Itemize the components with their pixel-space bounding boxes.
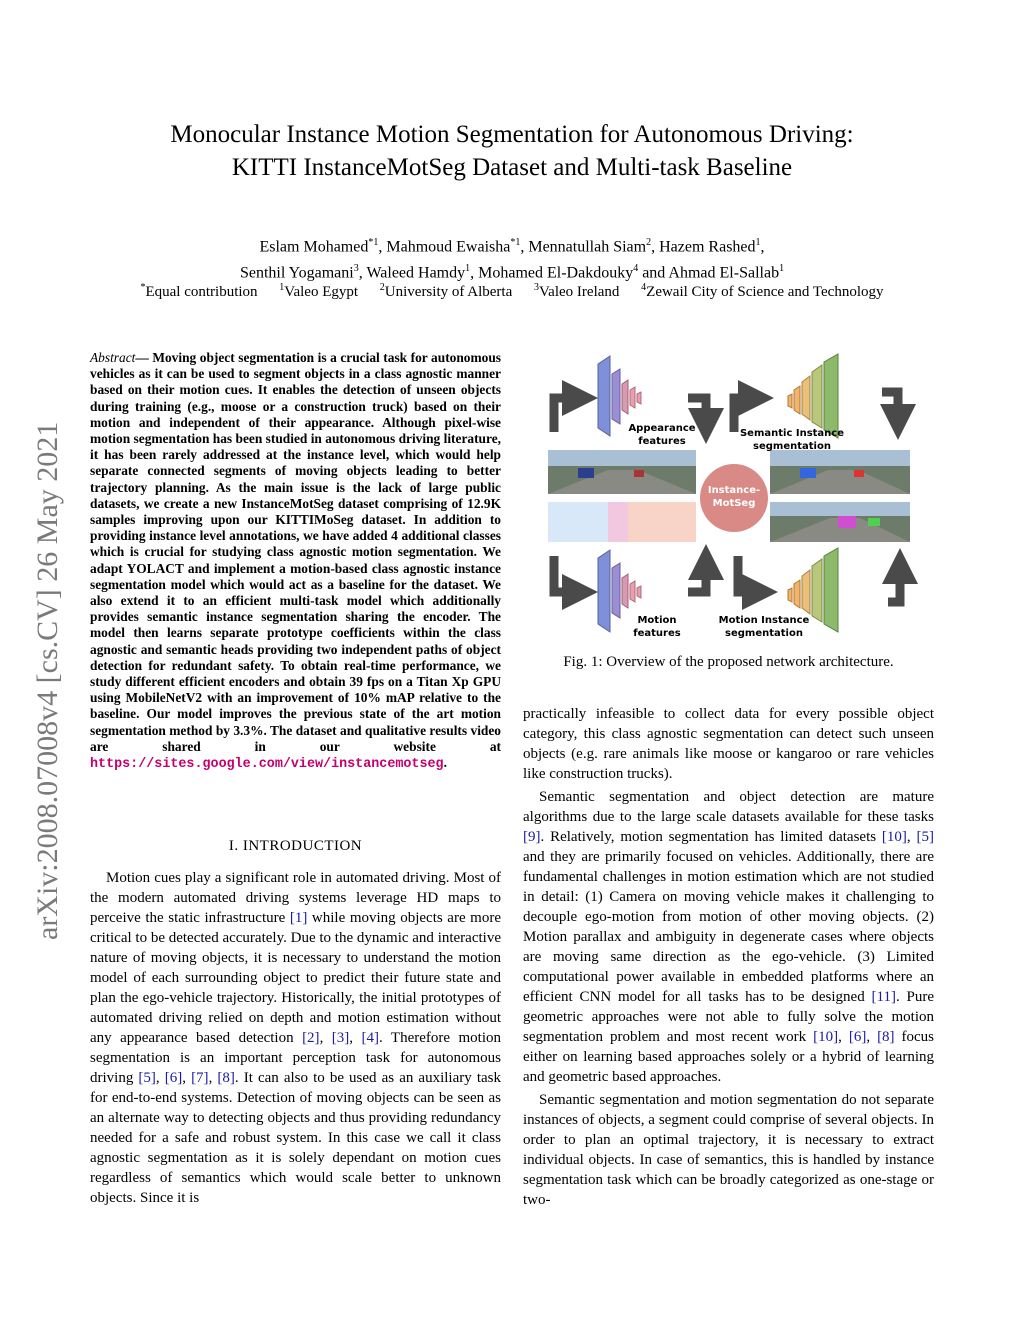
figure-caption: Fig. 1: Overview of the proposed network architecture. — [563, 654, 894, 670]
label-motion-instance: Motion Instance segmentation — [718, 615, 810, 639]
author-name: , Mohamed El-Dakdouky — [470, 264, 634, 282]
author-name: and Ahmad El-Sallab — [638, 264, 780, 282]
author-sep: , — [760, 238, 765, 256]
affiliation: $^3$Valeo Ireland — [534, 282, 620, 300]
author-name: Senthil Yogamani — [239, 264, 354, 282]
author-sup: 2 — [646, 237, 652, 248]
paragraph: Semantic segmentation and object detection are mature algorithms due to the large scale datasets available for these tasks [9]. Relatively, motion segmentation has limited datasets [10], [5] and they are primarily focused on vehicles. Additionally, there are fundamental challenges in motion estimation which are not studied in detail: (1) Camera on moving vehicle makes it challenging to decouple ego-motion from motion of other moving objects. (2) Motion parallax and ambiguity in degenerate cases where objects are moving same direction as the ego-vehicle. (3) Limited computational power available in embedded platforms where an efficient CNN model for all tasks has to be designed [11]. Pure geometric approaches were not able to fully solve the motion segmentation problem and most recent work [10], [6], [8] focus either on learning based approaches solely or a hybrid of learning and geometric based approaches. — [523, 789, 935, 1085]
intro-paragraph: Motion cues play a significant role in automated driving. Most of the modern automated driving systems leverage HD maps to perceive the static infrastructure [1] while moving objects are more critical to be detected accurately. Due to the dynamic and interactive nature of moving objects, it is necessary to understand the motion model of each surrounding object to predict their future state and plan the ego-vehicle trajectory. Historically, the initial prototypes of automated driving relied on depth and motion estimation without any appearance based detection [2], [3], [4]. Therefore motion segmentation is an important perception task for autonomous driving [5], [6], [7], [8]. It can also to be used as an auxiliary task for end-to-end systems. Detection of moving objects can be seen as an alternate way to detecting objects and thus providing redundancy needed for a safe and robust system. In this case we call it class agnostic segmentation as it is solely dependant on motion cues regardless of semantics which would scale better to unknown objects. Since it is — [90, 870, 502, 1206]
citation-link[interactable]: [8] — [877, 1029, 895, 1045]
citation-link[interactable]: [5] — [916, 829, 934, 845]
label-appearance-features: Appearance features — [628, 423, 696, 447]
author-sup: 1 — [465, 263, 471, 275]
citation-link[interactable]: [2] — [302, 1030, 320, 1046]
architecture-figure — [538, 352, 918, 648]
affiliation: $^2$University of Alberta — [379, 282, 513, 300]
citation-link[interactable]: [6] — [848, 1029, 867, 1045]
semantic-decoder-icon — [788, 354, 838, 438]
abstract — [90, 350, 501, 773]
paper-title — [90, 118, 934, 184]
citation-link[interactable]: [5] — [138, 1070, 156, 1086]
author-sup: 1 — [755, 237, 761, 248]
paragraph: practically infeasible to collect data for every possible object category, this class agnostic segmentation can detect such unseen objects (e.g. rare animals like moose or kangaroo or rare vehicles like construction trucks). — [523, 706, 934, 782]
author-sup: 4 — [633, 263, 639, 275]
affiliation: $^1$Valeo Egypt — [279, 282, 359, 300]
citation-link[interactable]: [1] — [289, 910, 308, 926]
author-name: Eslam Mohamed — [259, 238, 369, 256]
section-heading: I. INTRODUCTION — [228, 838, 363, 854]
citation-link[interactable]: [6] — [164, 1070, 183, 1086]
citation-link[interactable]: [9] — [523, 829, 541, 845]
website-link[interactable]: https://sites.google.com/view/instancemotseg — [90, 757, 444, 773]
citation-link[interactable]: [4] — [361, 1030, 379, 1046]
author-name: , Hazem Rashed — [651, 238, 756, 256]
citation-link[interactable]: [10] — [813, 1029, 839, 1045]
author-name: , Mahmoud Ewaisha — [378, 238, 511, 256]
abstract-label: Abstract — [90, 350, 136, 365]
citation-link[interactable]: [8] — [217, 1070, 235, 1086]
author-sup: *1 — [510, 237, 521, 248]
affiliation: $^4$Zewail City of Science and Technology — [641, 282, 884, 300]
citation-link[interactable]: [7] — [191, 1070, 209, 1086]
title-line-1: Monocular Instance Motion Segmentation for Autonomous Driving: — [170, 121, 854, 148]
title-line-2: KITTI InstanceMotSeg Dataset and Multi-task Baseline — [231, 154, 793, 181]
paragraph: Semantic segmentation and motion segmentation do not separate instances of objects, a segment could comprise of several objects. In order to plan an optimal trajectory, it is necessary to extract individual objects. In case of semantics, this is handled by instance segmentation task which can be broadly categorized as one-stage or two- — [523, 1092, 934, 1208]
citation-link[interactable]: [11] — [871, 989, 896, 1005]
citation-link[interactable]: [3] — [331, 1030, 350, 1046]
abstract-text: — Moving object segmentation is a crucial task for autonomous vehicles as it can be used to segment objects in a class agnostic manner based on their motion cues. It enables the detection of unseen objects during training (e.g., moose or a construction truck) based on their motion and independent of their appearance. Although pixel-wise motion segmentation has been studied in autonomous driving literature, it has been rarely addressed at the instance level, which would help separate connected segments of moving objects leading to better trajectory planning. As the main issue is the lack of large public datasets, we create a new InstanceMotSeg dataset comprising of 12.9K samples improving upon our KITTIMoSeg dataset. In addition to providing instance level annotations, we have added 4 additional classes which is crucial for studying class agnostic motion segmentation. We adapt YOLACT and implement a motion-based class agnostic instance segmentation model which would act as a baseline for the dataset. We also extend it to an efficient multi-task model which additionally provides semantic instance segmentation sharing the encoder. The model then learns separate prototype coefficients within the class agnostic and semantic heads providing two independent paths of object detection for redundant safety. To obtain real-time performance, we study different efficient encoders and obtain 39 fps on a Titan Xp GPU using MobileNetV2 with an improvement of 10% mAP relative to the baseline. Our model improves the previous state of the art motion segmentation method by 3.3%. The dataset and qualitative results video are shared in our website at — [90, 350, 501, 754]
label-motion-features: Motion features — [633, 615, 681, 639]
author-sup: 3 — [353, 263, 359, 275]
affiliation: *Equal contribution — [140, 282, 258, 300]
author-sup: *1 — [368, 237, 379, 248]
right-column — [523, 704, 934, 1210]
arxiv-stamp: arXiv:2008.07008v4 [cs.CV] 26 May 2021 — [31, 421, 64, 940]
citation-link[interactable]: [10] — [881, 829, 907, 845]
author-name: , Waleed Hamdy — [358, 264, 466, 282]
author-sup: 1 — [779, 263, 785, 275]
abstract-end: . — [443, 755, 447, 771]
affiliations — [60, 278, 964, 302]
label-center: Instance-MotSeg — [707, 485, 761, 509]
author-list — [60, 232, 964, 285]
author-line-1 — [60, 232, 964, 258]
author-name: , Mennatullah Siam — [520, 238, 647, 256]
label-semantic-instance: Semantic Instance segmentation — [739, 428, 845, 452]
